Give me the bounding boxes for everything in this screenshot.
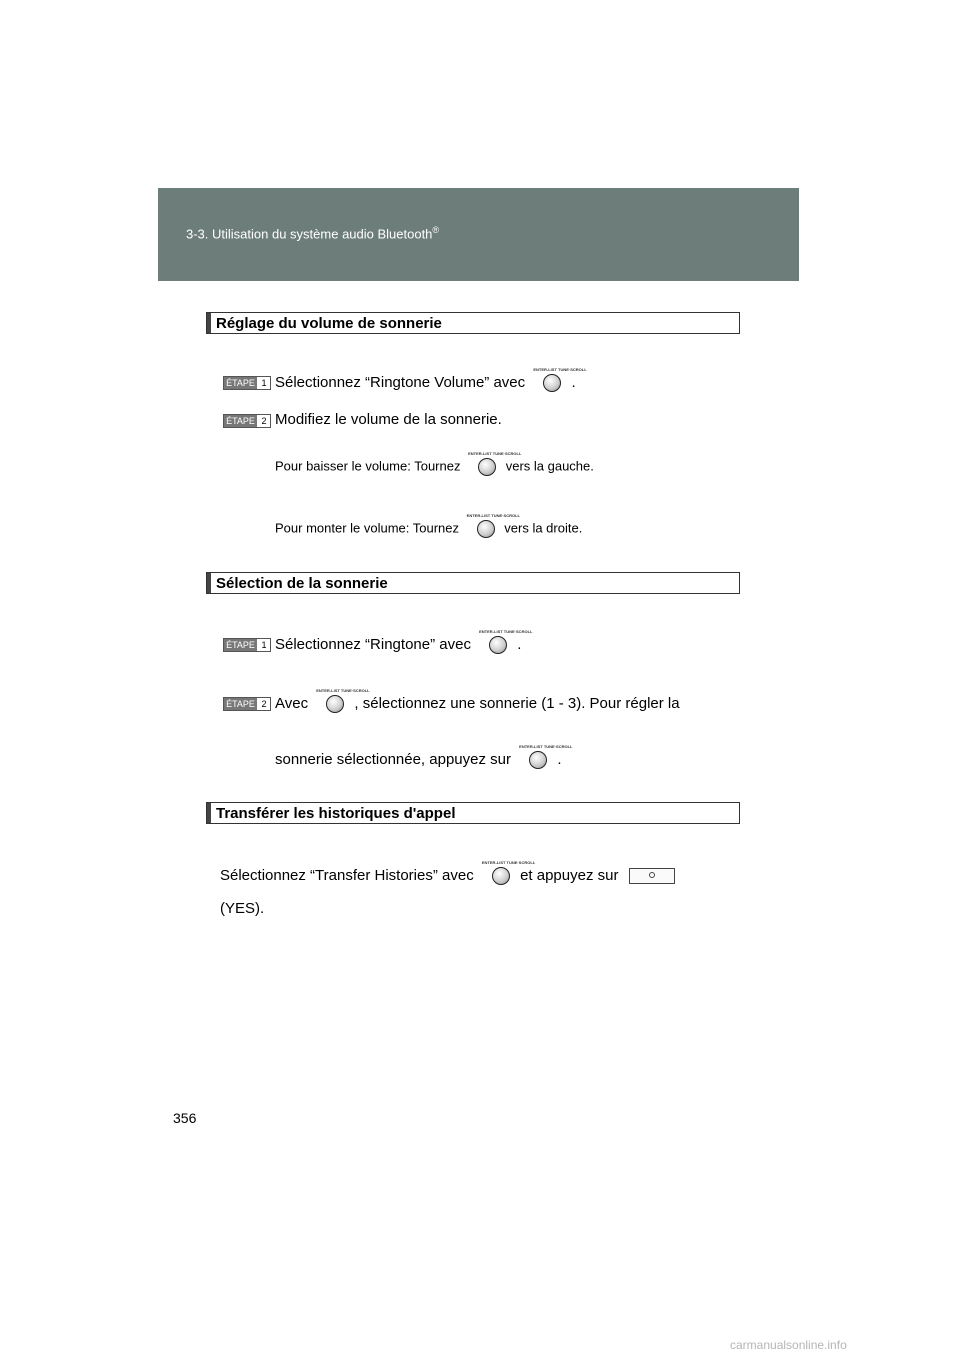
chapter-header	[158, 188, 799, 281]
body-text: Sélectionnez “Transfer Histories” avec ENTER-LIST TUNE·SCROLL et appuyez sur	[220, 865, 675, 887]
yes-button-icon	[629, 868, 675, 884]
section-title-ringtone-volume: Réglage du volume de sonnerie	[206, 312, 740, 334]
step-text: Sélectionnez “Ringtone” avec ENTER-LIST TUNE·SCROLL .	[275, 634, 521, 656]
step-badge: ÉTAPE 2	[223, 414, 271, 428]
tune-knob-icon: ENTER-LIST TUNE·SCROLL	[479, 634, 509, 656]
step-text: Sélectionnez “Ringtone Volume” avec ENTER-LIST TUNE·SCROLL .	[275, 372, 576, 394]
tune-knob-icon: ENTER-LIST TUNE·SCROLL	[316, 693, 346, 715]
breadcrumb: 3-3. Utilisation du système audio Bluetooth®	[186, 225, 440, 242]
step-badge: ÉTAPE 1	[223, 638, 271, 652]
body-text: (YES).	[220, 900, 265, 917]
step-text-continued: sonnerie sélectionnée, appuyez sur ENTER-LIST TUNE·SCROLL .	[275, 749, 562, 771]
note-text: Pour baisser le volume: Tournez ENTER-LIST TUNE·SCROLL vers la gauche.	[275, 456, 594, 478]
step-badge: ÉTAPE 2	[223, 697, 271, 711]
section-title-transfer-histories: Transférer les historiques d'appel	[206, 802, 740, 824]
watermark: carmanualsonline.info	[730, 1338, 847, 1352]
step-text: Modifiez le volume de la sonnerie.	[275, 411, 502, 428]
step-badge: ÉTAPE 1	[223, 376, 271, 390]
tune-knob-icon: ENTER-LIST TUNE·SCROLL	[468, 456, 498, 478]
step-text: Avec ENTER-LIST TUNE·SCROLL , sélectionnez une sonnerie (1 - 3). Pour régler la	[275, 693, 680, 715]
tune-knob-icon: ENTER-LIST TUNE·SCROLL	[519, 749, 549, 771]
section-title-ringtone-selection: Sélection de la sonnerie	[206, 572, 740, 594]
tune-knob-icon: ENTER-LIST TUNE·SCROLL	[467, 518, 497, 540]
tune-knob-icon: ENTER-LIST TUNE·SCROLL	[482, 865, 512, 887]
page-number: 356	[173, 1110, 197, 1126]
note-text: Pour monter le volume: Tournez ENTER-LIST TUNE·SCROLL vers la droite.	[275, 518, 582, 540]
tune-knob-icon: ENTER-LIST TUNE·SCROLL	[533, 372, 563, 394]
